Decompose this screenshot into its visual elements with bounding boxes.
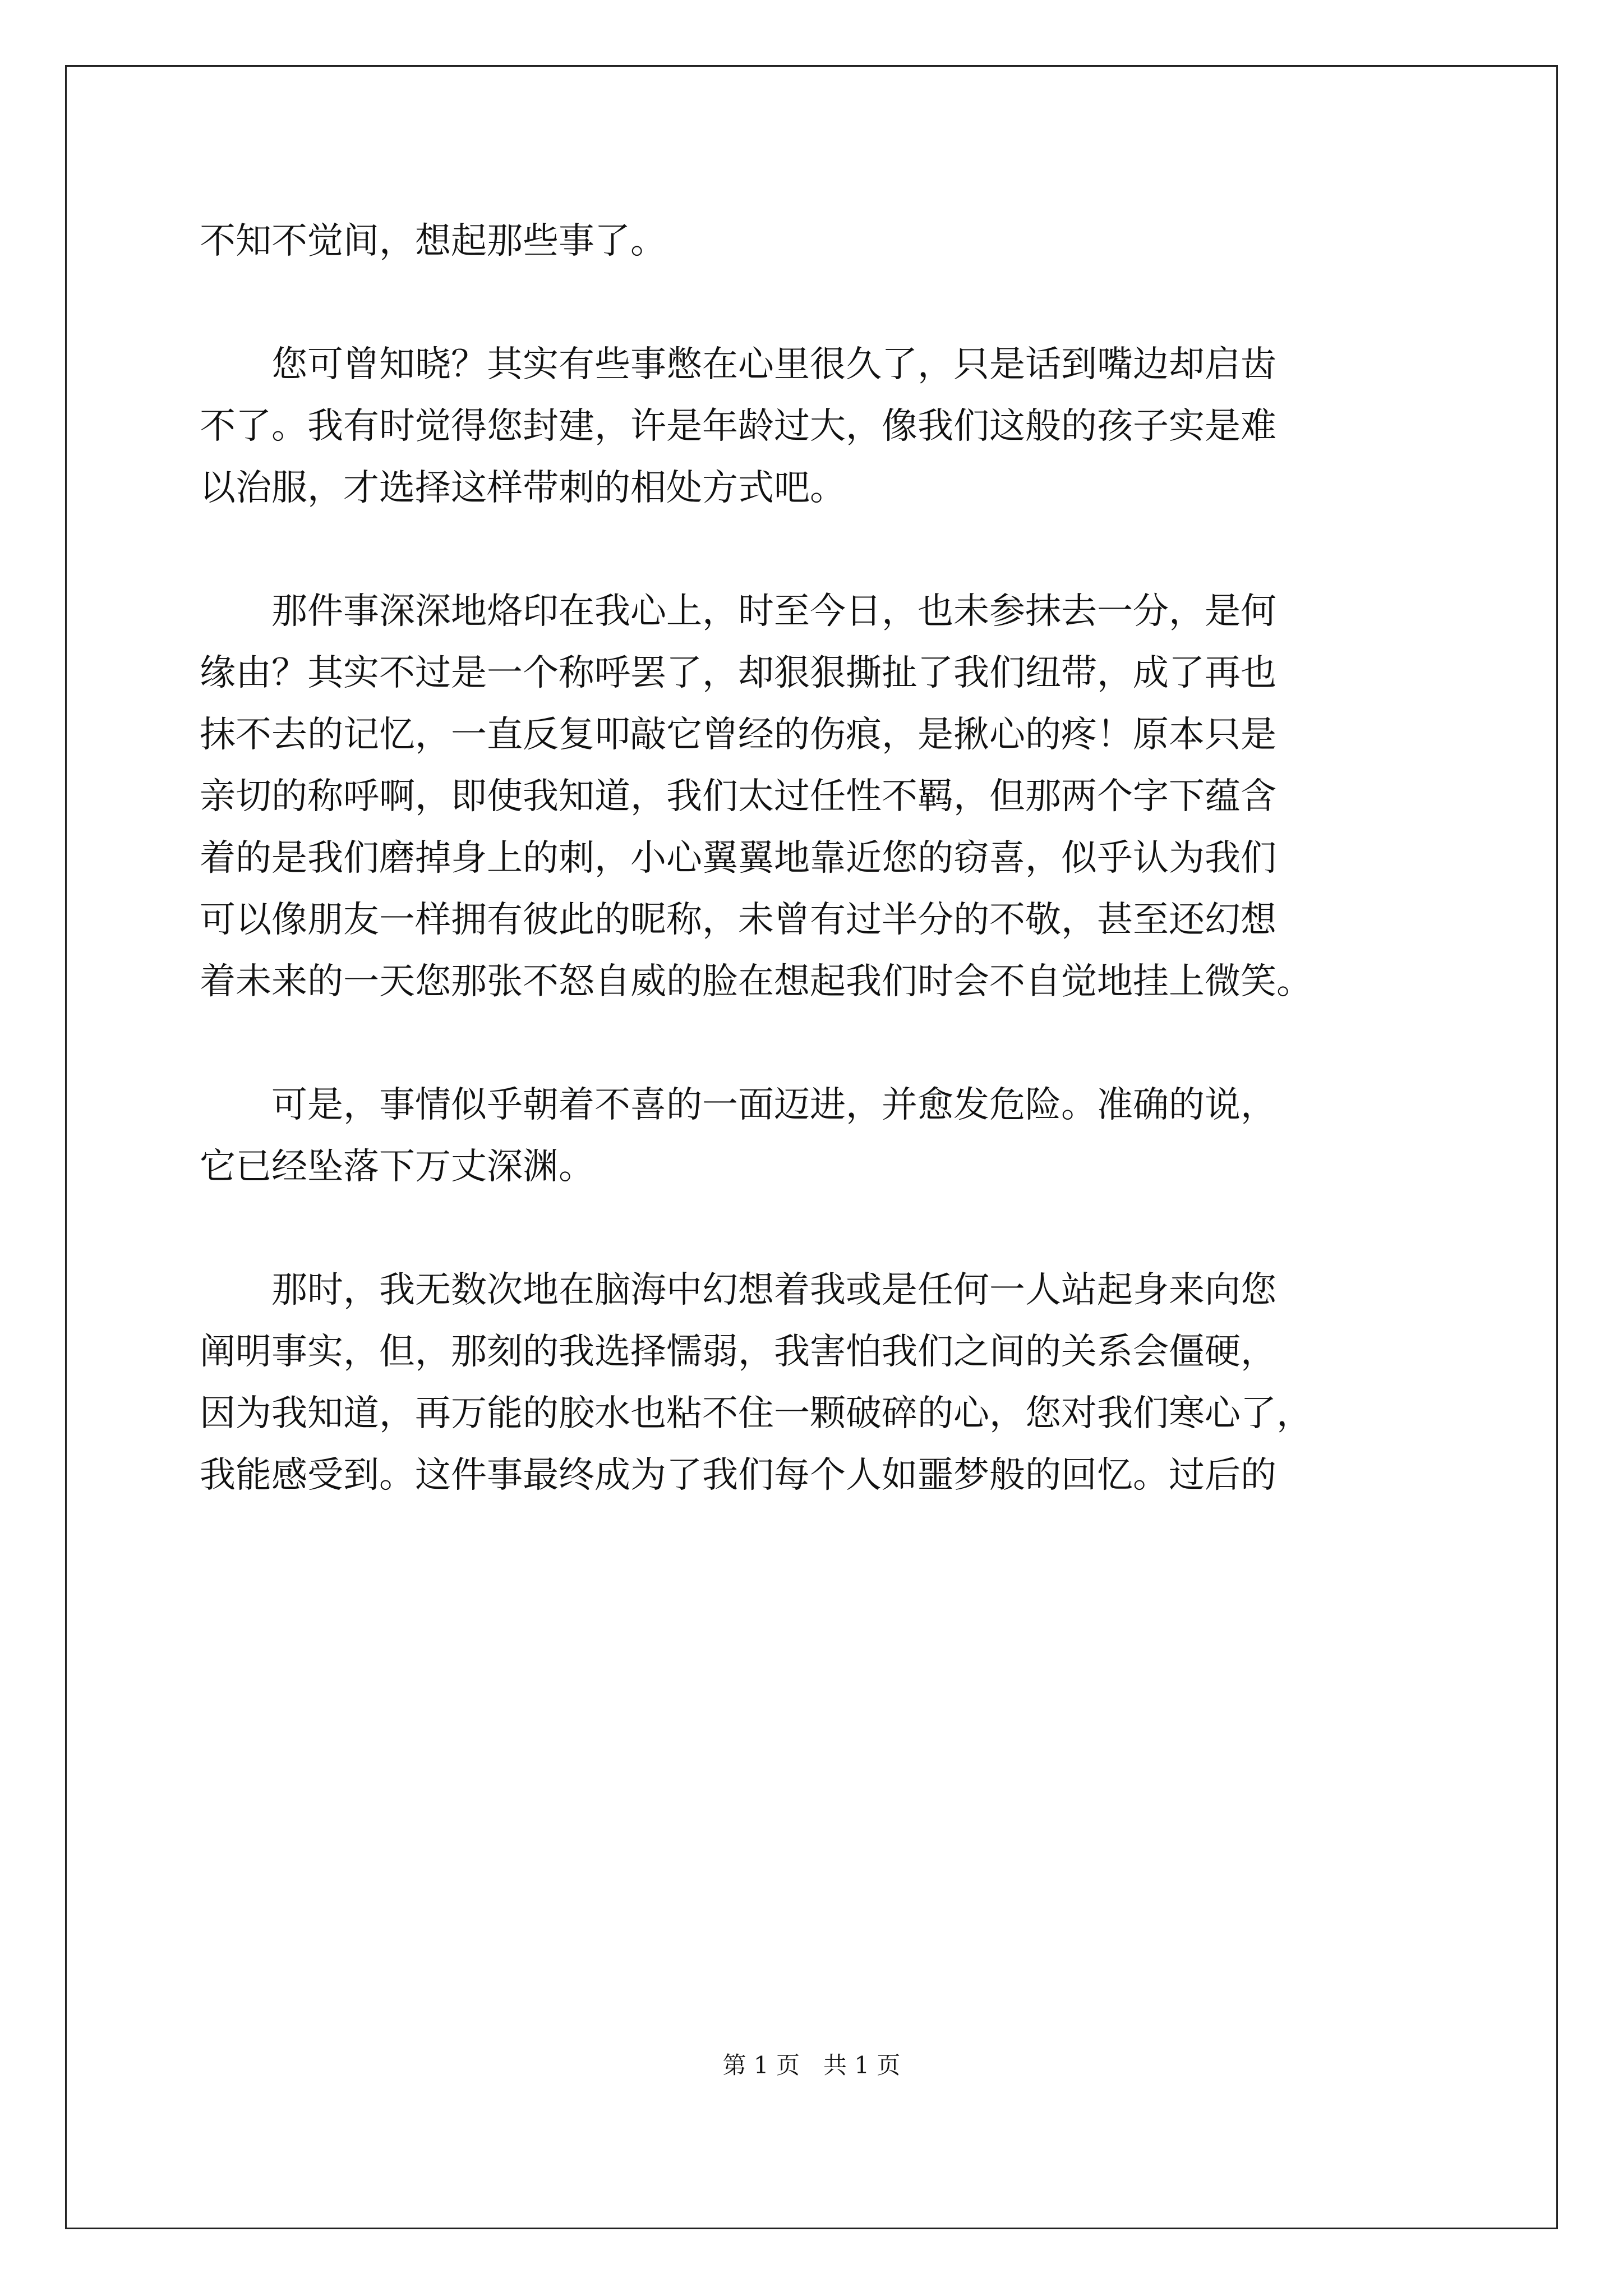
text-line: 我能感受到。这件事最终成为了我们每个人如噩梦般的回忆。过后的 [200, 1455, 1276, 1496]
text-line: 不知不觉间，想起那些事了。 [200, 220, 666, 262]
text-line: 可以像朋友一样拥有彼此的昵称，未曾有过半分的不敬，甚至还幻想 [200, 899, 1276, 941]
text-line: 着的是我们磨掉身上的刺，小心翼翼地靠近您的窃喜，似乎认为我们 [200, 838, 1276, 879]
text-line: 缘由？其实不过是一个称呼罢了，却狠狠撕扯了我们纽带，成了再也 [200, 652, 1276, 694]
text-line: 抹不去的记忆，一直反复叩敲它曾经的伤痕，是揪心的疼！原本只是 [200, 714, 1276, 756]
text-line: 因为我知道，再万能的胶水也粘不住一颗破碎的心，您对我们寒心了， [200, 1393, 1312, 1434]
text-line: 以治服，才选择这样带刺的相处方式吧。 [200, 467, 846, 509]
text-line: 不了。我有时觉得您封建，许是年龄过大，像我们这般的孩子实是难 [200, 406, 1276, 447]
page-footer: 第 1 页 共 1 页 [722, 2051, 901, 2079]
text-line: 亲切的称呼啊，即使我知道，我们太过任性不羁，但那两个字下蕴含 [200, 776, 1276, 817]
text-line: 那件事深深地烙印在我心上，时至今日，也未参抹去一分，是何 [200, 591, 1276, 632]
text-line: 着未来的一天您那张不怒自威的脸在想起我们时会不自觉地挂上微笑。 [200, 961, 1312, 1002]
text-line: 阐明事实，但，那刻的我选择懦弱，我害怕我们之间的关系会僵硬， [200, 1331, 1276, 1373]
text-line: 那时，我无数次地在脑海中幻想着我或是任何一人站起身来向您 [200, 1269, 1276, 1311]
text-line: 可是，事情似乎朝着不喜的一面迈进，并愈发危险。准确的说， [200, 1084, 1276, 1126]
text-line: 它已经坠落下万丈深渊。 [200, 1146, 594, 1188]
text-line: 您可曾知晓？其实有些事憋在心里很久了，只是话到嘴边却启齿 [200, 344, 1276, 385]
